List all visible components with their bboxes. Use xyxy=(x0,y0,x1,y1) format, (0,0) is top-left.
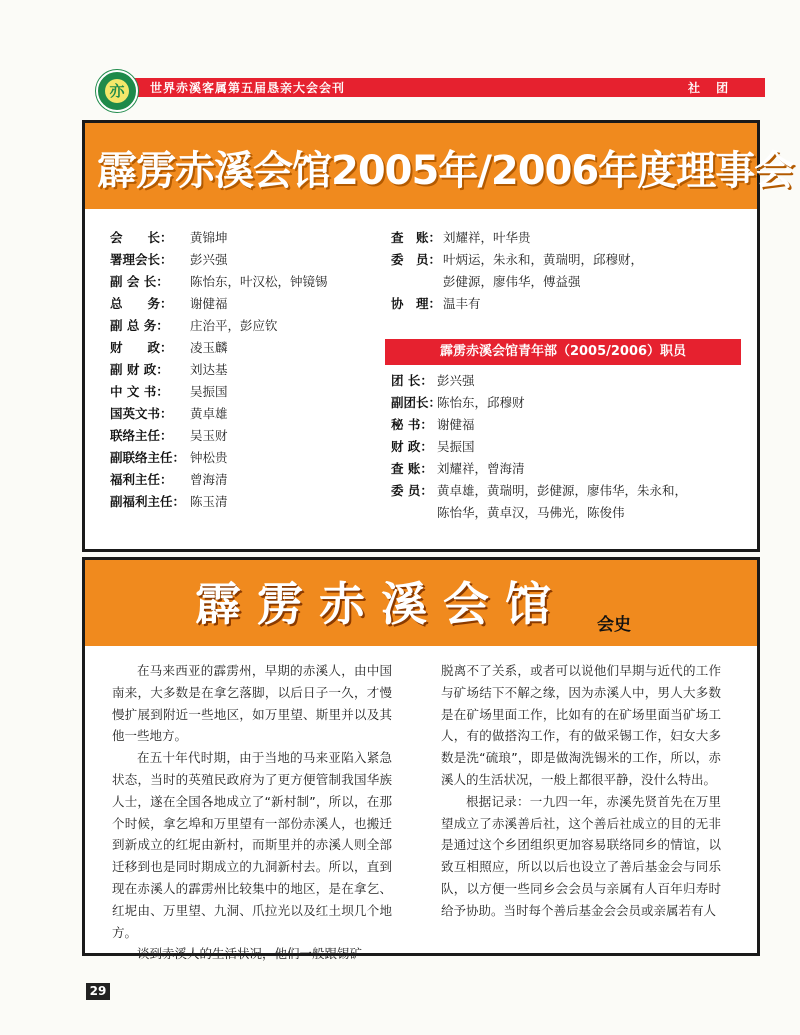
officer-name: 吴振国 xyxy=(190,384,228,399)
officer-name: 陈玉清 xyxy=(190,494,228,509)
committee-names: 叶炳运，朱永和，黄瑞明，邱穆财， xyxy=(443,252,644,267)
youth-name: 谢健福 xyxy=(437,417,475,432)
history-panel xyxy=(82,557,760,962)
history-paragraph: 在五十年代时期，由于当地的马来亚陷入紧急状态，当时的英殖民政府为了更方便管制我国华族人士，遂在全国各地成立了“新村制”，所以，在那个时候，拿乞埠和万里望有一部份赤溪人，也搬迁到新成立的红坭由新村，而斯里并的赤溪人则全部迁移到也是同时期成立的九洞新村去。所以，直到现在赤溪人的霹雳州比较集中的地区，是在拿乞、红坭由、万里望、九洞、爪拉光以及红土坝几个地方。 xyxy=(112,750,392,940)
officer-role: 副 财 政： xyxy=(110,362,169,377)
board-title: 霹雳赤溪会馆2005年/2006年度理事会 xyxy=(97,148,794,194)
officer-role: 副福利主任： xyxy=(110,494,186,509)
officer-role: 福利主任： xyxy=(110,472,173,487)
history-paragraph: 在马来西亚的霹雳州，早期的赤溪人，由中国南来，大多数是在拿乞落脚，以后日子一久，才慢慢扩展到附近一些地区，如万里望、斯里并以及其他一些地方。 xyxy=(112,663,392,744)
publication-title: 世界赤溪客属第五届恳亲大会会刊 xyxy=(150,81,346,95)
officer-role: 联络主任： xyxy=(110,428,173,443)
officer-role: 副 会 长： xyxy=(110,274,169,289)
coord-row xyxy=(391,294,741,316)
officer-row xyxy=(110,404,390,426)
page-number: 29 xyxy=(86,983,110,1000)
history-paragraph: 根据记录：一九四一年，赤溪先贤首先在万里望成立了赤溪善后社，这个善后社成立的目的无非是通过这个乡团组织更加容易联络同乡的情谊，以致互相照应，所以以后也设立了善后基金会与同乐队，以方便一些同乡会会员与亲属有人百年归寿时给予协助。当时每个善后基金会会员或亲属若有人 xyxy=(441,793,721,918)
section-label: 社 团 xyxy=(688,81,735,95)
youth-role: 秘 书： xyxy=(391,417,433,432)
officer-name: 陈怡东，叶汉松，钟镜锡 xyxy=(190,274,328,289)
youth-role: 查 账： xyxy=(391,461,433,476)
officer-name: 曾海清 xyxy=(190,472,228,487)
officer-row xyxy=(110,382,390,404)
committee-row xyxy=(391,250,741,272)
logo-char: 亦 xyxy=(105,79,129,103)
officer-name: 庄治平，彭应钦 xyxy=(190,318,278,333)
officer-row xyxy=(110,448,390,470)
officer-name: 黄卓雄 xyxy=(190,406,228,421)
officer-name: 黄锦坤 xyxy=(190,230,228,245)
officer-name: 刘达基 xyxy=(190,362,228,377)
audit-row xyxy=(391,228,741,250)
coord-role: 协 理： xyxy=(391,296,442,311)
officer-role: 中 文 书： xyxy=(110,384,169,399)
audit-role: 查 账： xyxy=(391,230,442,245)
officer-row xyxy=(110,316,390,338)
history-column-right xyxy=(441,660,721,922)
youth-name: 吴振国 xyxy=(437,439,475,454)
officer-row xyxy=(110,338,390,360)
history-subtitle: 会史 xyxy=(597,615,631,635)
youth-name: 黄卓雄，黄瑞明，彭健源，廖伟华，朱永和， xyxy=(437,483,688,498)
youth-row xyxy=(391,415,741,437)
youth-row xyxy=(391,481,741,503)
history-paragraph: 谈到赤溪人的生活状况，他们一般跟锡矿 xyxy=(137,946,363,962)
audit-names: 刘耀祥，叶华贵 xyxy=(443,230,531,245)
youth-role: 副团长： xyxy=(391,395,442,410)
officer-row xyxy=(110,426,390,448)
officer-role: 会 长： xyxy=(110,230,173,245)
officer-role: 国英文书： xyxy=(110,406,173,421)
youth-row-cont xyxy=(391,503,741,525)
officer-role: 副 总 务： xyxy=(110,318,169,333)
youth-role: 团 长： xyxy=(391,373,433,388)
youth-row xyxy=(391,371,741,393)
committee-role: 委 员： xyxy=(391,252,442,267)
history-title: 霹雳赤溪会馆 xyxy=(195,577,567,631)
officer-row xyxy=(110,360,390,382)
history-paragraph: 脱离不了关系，或者可以说他们早期与近代的工作与矿场结下不解之缘，因为赤溪人中，男人大多数是在矿场里面工作，比如有的在矿场里面当矿场工人，有的做搭沟工作，有的做采锡工作，妇女大多数是洗“硫琅”，即是做淘洗锡米的工作，所以，赤溪人的生活状况，一般上都很平静，没什么特出。 xyxy=(441,663,721,787)
officer-row xyxy=(110,294,390,316)
officer-row xyxy=(110,272,390,294)
youth-name: 刘耀祥，曾海清 xyxy=(437,461,525,476)
youth-name: 彭兴强 xyxy=(437,373,475,388)
youth-name-cont: 陈怡华，黄卓汉，马佛光，陈俊伟 xyxy=(437,505,625,520)
officer-row xyxy=(110,470,390,492)
officer-role: 署理会长： xyxy=(110,252,173,267)
officer-row xyxy=(110,492,390,514)
youth-section-title: 霹雳赤溪会馆青年部（2005/2006）职员 xyxy=(385,339,741,365)
youth-row xyxy=(391,393,741,415)
officer-role: 副联络主任： xyxy=(110,450,186,465)
youth-list xyxy=(391,371,741,525)
association-logo xyxy=(96,70,138,112)
officer-name: 钟松贵 xyxy=(190,450,228,465)
officer-name: 彭兴强 xyxy=(190,252,228,267)
committee-row-cont xyxy=(391,272,741,294)
officer-name: 凌玉麟 xyxy=(190,340,228,355)
board-panel xyxy=(82,120,794,552)
youth-role: 委 员： xyxy=(391,483,433,498)
committee-names-cont: 彭健源，廖伟华，傅益强 xyxy=(443,274,581,289)
officer-row xyxy=(110,250,390,272)
board-column-2 xyxy=(391,228,741,316)
coord-name: 温丰有 xyxy=(443,296,481,311)
officer-role: 总 务： xyxy=(110,296,173,311)
history-column-left xyxy=(112,660,392,965)
officer-row xyxy=(110,228,390,250)
youth-name: 陈怡东，邱穆财 xyxy=(437,395,525,410)
officer-role: 财 政： xyxy=(110,340,173,355)
officer-list xyxy=(110,228,390,514)
officer-name: 谢健福 xyxy=(190,296,228,311)
youth-row xyxy=(391,459,741,481)
youth-row xyxy=(391,437,741,459)
youth-role: 财 政： xyxy=(391,439,433,454)
officer-name: 吴玉财 xyxy=(190,428,228,443)
